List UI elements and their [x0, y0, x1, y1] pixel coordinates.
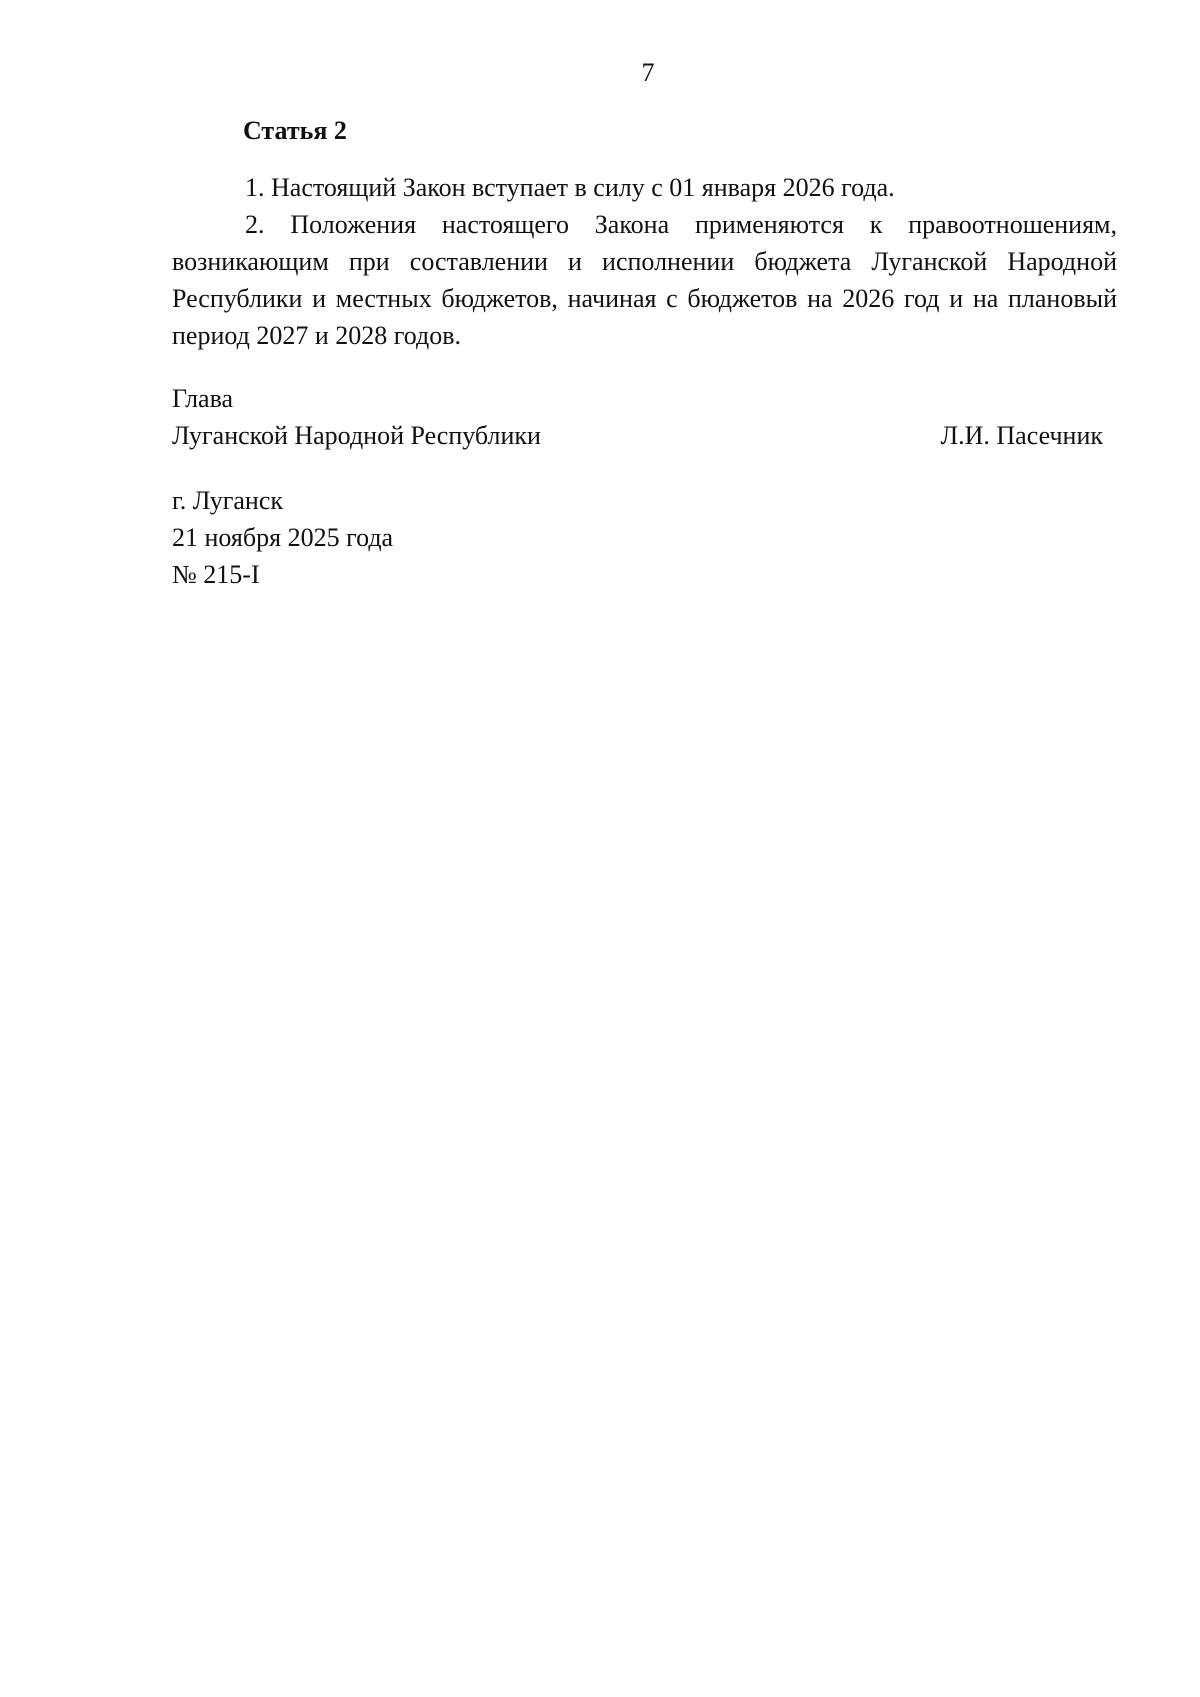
city: г. Луганск [172, 486, 284, 515]
paragraph-2: 2. Положения настоящего Закона применяются к правоотношениям, возникающим при составлении и исполнении бюджета Луганской Народной Республики и местных бюджетов, начиная с бюджетов на 2026 год и на плановый период 2027 и 2028 годов. [172, 210, 1117, 350]
signatory-title-line1: Глава [172, 384, 234, 413]
article-title: Статья 2 [243, 116, 347, 145]
signatory-title-line2: Луганской Народной Республики [172, 421, 541, 450]
place-date-block [172, 482, 393, 593]
page-number: 7 [641, 58, 655, 87]
article-body [172, 169, 1117, 354]
law-number: № 215-I [172, 560, 260, 589]
date: 21 ноября 2025 года [172, 523, 394, 552]
signatory-name: Л.И. Пасечник [940, 421, 1103, 450]
signature-block [172, 380, 1117, 454]
paragraph-1: 1. Настоящий Закон вступает в силу с 01 января 2026 года. [245, 173, 895, 202]
